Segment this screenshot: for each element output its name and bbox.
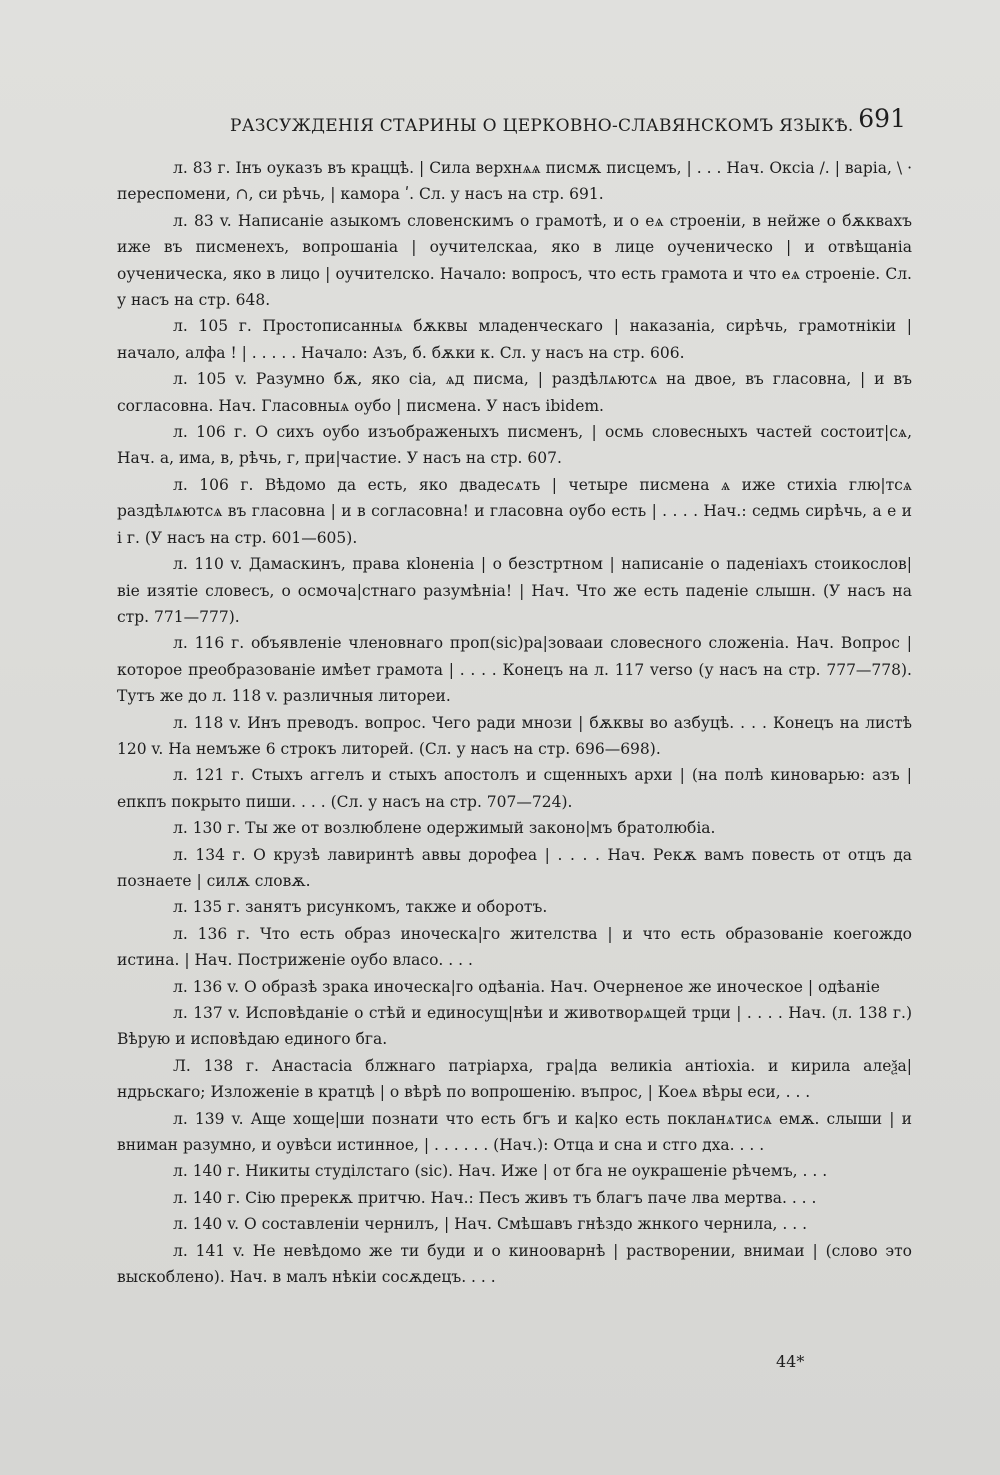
manuscript-entry: л. 136 г. Что есть образ иноческа|го жителства | и что есть образованіе коегождо истина. | Нач. Постриженіе оубо власо. . . . [117, 924, 912, 970]
manuscript-entry: л. 135 г. занятъ рисункомъ, также и оборотъ. [173, 898, 548, 917]
manuscript-entry: Л. 138 г. Анастасіа блжнаго патріарха, гра|да великіа антіохіа. и кирила алеѯа|ндрьскаго; Изложеніе в кратцѣ | о вѣрѣ по вопрошенію. въпрос, | Коеѧ вѣры еси, . . . [117, 1056, 912, 1102]
manuscript-entry: л. 121 г. Стыхъ аггелъ и стыхъ апостолъ и сщенныхъ архи | (на полѣ киноварью: азъ | епкпъ покрыто пиши. . . . (Сл. у насъ на стр. 707—724). [117, 766, 912, 811]
manuscript-entry: л. 136 v. О образѣ зрака иноческа|го одѣаніа. Нач. Очерненое же иноческое | одѣаніе [173, 977, 880, 996]
page-header [230, 104, 910, 144]
document-body [117, 155, 912, 1290]
manuscript-entry: л. 141 v. Не невѣдомо же ти буди и о кинооварнѣ | растворении, внимаи | (слово это выскоблено). Нач. в малъ нѣкіи сосѫдецъ. . . . [117, 1241, 912, 1287]
manuscript-entry: л. 106 г. О сихъ оубо изъображеныхъ писменъ, | осмь словесныхъ частей состоит|сѧ, Нач. а, има, в, рѣчь, г, при|частие. У насъ на стр. 607. [117, 423, 912, 468]
manuscript-entry: л. 83 г. Інъ оуказъ въ краццѣ. | Сила верхнѧѧ писмѫ писцемъ, | . . . Нач. Оксіа /. | варіа, \ · переспомени, ∩, си рѣчь, | камора ʹ. Сл. у насъ на стр. 691. [117, 159, 912, 204]
manuscript-entry: л. 106 г. Вѣдомо да есть, яко двадесѧть | четыре писмена ѧ иже стихіа глю|тсѧ раздѣлѧютсѧ въ гласовна | и в согласовна! и гласовна оубо есть | . . . . Нач.: седмь сирѣчь, а е и і г. (У насъ на стр. 601—605). [117, 475, 912, 547]
signature-mark: 44* [776, 1352, 805, 1371]
page-number: 691 [858, 104, 906, 133]
manuscript-entry: л. 130 г. Ты же от возлюблене одержимый законо|мъ братолюбіа. [173, 819, 716, 838]
manuscript-entry: л. 139 v. Аще хоще|ши познати что есть бгъ и ка|ко есть покланѧтисѧ емѫ. слыши | и вниман разумно, и оувѣси истинное, | . . . . . . (Нач.): Отца и сна и стго дха. . . . [117, 1109, 912, 1155]
manuscript-entry: л. 140 г. Сію пререкѫ притчю. Нач.: Песъ живъ тъ благъ паче лва мертва. . . . [173, 1188, 817, 1207]
manuscript-entry: л. 105 v. Разумно бѫ, яко сіа, ѧд писма, | раздѣлѧютсѧ на двое, въ гласовна, | и въ согласовна. Нач. Гласовныѧ оубо | писмена. У насъ ibidem. [117, 370, 912, 415]
manuscript-entry: л. 83 v. Написаніе азыкомъ словенскимъ о грамотѣ, и о еѧ строеніи, в нейже о бѫквахъ иже въ писменехъ, вопрошаніа | оучителскаа, яко в лице оученическо | и отвѣщаніа оученическа, яко в лицо | оучителско. Начало: вопросъ, что есть грамота и что еѧ строеніе. Сл. у насъ на стр. 648. [117, 211, 912, 310]
manuscript-entry: л. 140 г. Никиты студілстаго (sic). Нач. Иже | от бга не оукрашеніе рѣчемъ, . . . [173, 1162, 828, 1181]
manuscript-entry: л. 105 г. Простописанныѧ бѫквы младенческаго | наказаніа, сирѣчь, грамотнікіи | начало, алфа ! | . . . . . Начало: Азъ, б. бѫки к. Сл. у насъ на стр. 606. [117, 317, 912, 362]
manuscript-entry: л. 137 v. Исповѣданіе о стѣй и единосущ|нѣи и животворѧщей трци | . . . . Нач. (л. 138 г.) Вѣрую и исповѣдаю единого бга. [117, 1004, 912, 1049]
running-title: РАЗСУЖДЕНІЯ СТАРИНЫ О ЦЕРКОВНО-СЛАВЯНСКОМЪ ЯЗЫКѢ. [230, 116, 854, 136]
manuscript-entry: л. 118 v. Инъ преводъ. вопрос. Чего ради мнози | бѫквы во азбуцѣ. . . . Конецъ на листѣ 120 v. На немъже 6 строкъ литорей. (Сл. у насъ на стр. 696—698). [117, 713, 912, 758]
manuscript-entry: л. 116 г. объявленіе членовнаго проп(sic)ра|зовааи словесного сложеніа. Нач. Вопрос | которое преобразованіе имѣет грамота | . . . . Конецъ на л. 117 verso (у насъ на стр. 777—778). Тутъ же до л. 118 v. различныя литореи. [117, 634, 912, 706]
manuscript-entry: л. 110 v. Дамаскинъ, права кlоненіа | о безстртном | написаніе о паденіахъ стоикослов|віе изятіе словесъ, о осмоча|стнаго разумѣніа! | Нач. Что же есть паденіе слышн. (У насъ на стр. 771—777). [117, 555, 912, 626]
manuscript-entry: л. 140 v. О составленіи чернилъ, | Нач. Смѣшавъ гнѣздо жнкого чернила, . . . [173, 1215, 808, 1234]
manuscript-entry: л. 134 г. О крузѣ лавиринтѣ аввы дорофеа | . . . . Нач. Рекѫ вамъ повесть от отцъ да познаете | силѫ словѫ. [117, 845, 912, 890]
